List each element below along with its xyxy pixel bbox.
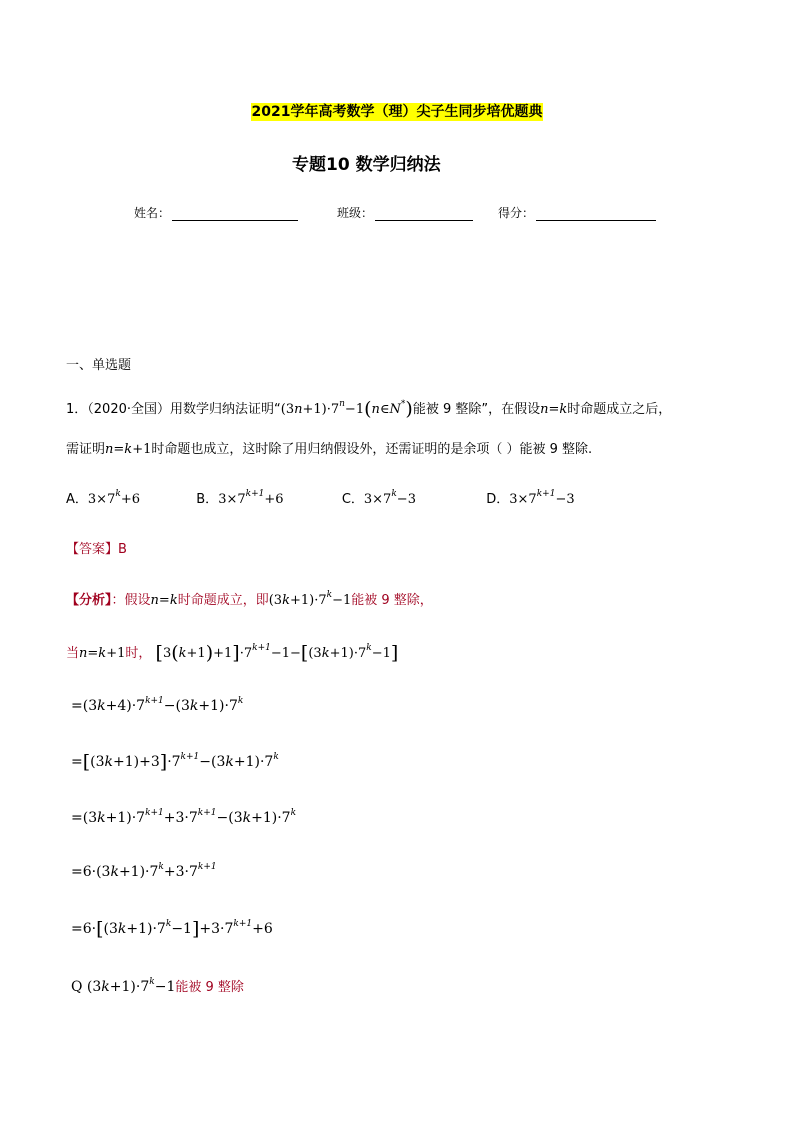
analysis-step-4: $=6\cdot(3k+1)\cdot 7^k+3\cdot 7^{k+1}$	[71, 862, 217, 880]
options-row	[66, 488, 575, 507]
option-d[interactable]: D．$3\times 7^{k+1}-3$	[486, 489, 575, 507]
option-a[interactable]: A．$3\times 7^k+6$	[66, 489, 140, 507]
answer-line: 【答案】B	[66, 542, 127, 557]
question-line-2: 需证明n=k+1时命题也成立，这时除了用归纳假设外，还需证明的是余项（ ）能被 9 整除.	[66, 442, 593, 457]
question-line-1: 1．（2020·全国）用数学归纳法证明“$(3n+1)\cdot 7^n-1(n\in N^*)$能被 9 整除”，在假设n=k时命题成立之后，	[66, 398, 672, 420]
analysis-conclusion: Q $(3k+1)\cdot 7^k-1$能被 9 整除	[71, 977, 244, 995]
analysis-line: 【分析】：假设n=k时命题成立，即$(3k+1)\cdot 7^k-1$能被 9 整除，	[66, 590, 433, 608]
page-title: 专题10 数学归纳法	[292, 155, 441, 175]
analysis-step-2: $=[(3k+1)+3]\cdot 7^{k+1}-(3k+1)\cdot 7^k$	[71, 751, 279, 773]
analysis-step-3: $=(3k+1)\cdot 7^{k+1}+3\cdot 7^{k+1}-(3k+1)\cdot 7^k$	[71, 808, 297, 826]
section-heading: 一、单选题	[66, 358, 132, 373]
score-field: 得分：	[498, 204, 656, 221]
option-c[interactable]: C．$3\times 7^k-3$	[341, 489, 416, 507]
analysis-step-0: 当n=k+1时， $[3(k+1)+1]\cdot 7^{k+1}-1-[(3k+1)\cdot 7^k-1]$	[66, 642, 399, 664]
option-b[interactable]: B．$3\times 7^{k+1}+6$	[196, 489, 284, 507]
name-field: 姓名：	[134, 204, 298, 221]
document-header: 2021学年高考数学（理）尖子生同步培优题典	[251, 104, 543, 120]
analysis-step-5: $=6\cdot[(3k+1)\cdot 7^k-1]+3\cdot 7^{k+1}+6$	[71, 918, 273, 940]
analysis-step-1: $=(3k+4)\cdot 7^{k+1}-(3k+1)\cdot 7^k$	[71, 696, 244, 714]
class-field: 班级：	[337, 204, 473, 221]
